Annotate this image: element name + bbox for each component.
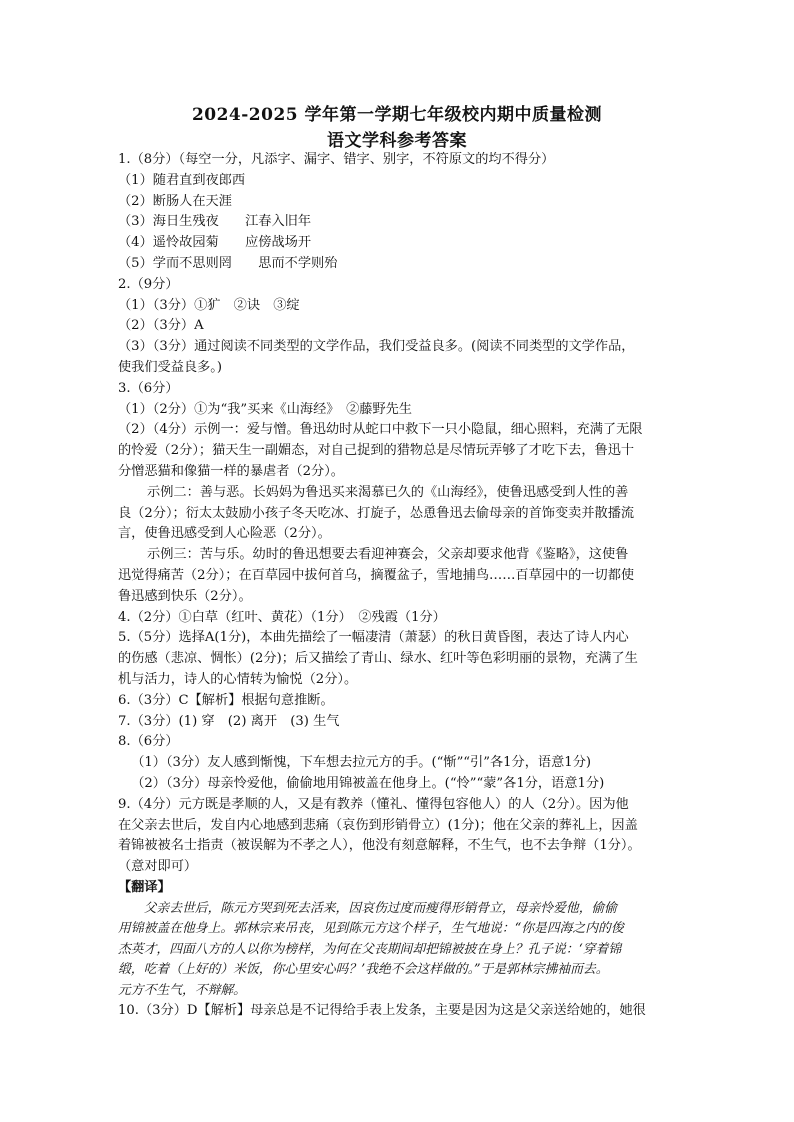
page-subtitle: 语文学科参考答案 — [327, 131, 467, 151]
q3-answer-2-cont: 分憎恶猫和像猫一样的暴虐者（2分）。 — [118, 463, 344, 479]
page-title: 2024-2025 学年第一学期七年级校内期中质量检测 — [191, 105, 603, 125]
q3-example-3-cont: 迅觉得痛苦（2分）；在百草园中拔何首乌，摘覆盆子，雪地捕鸟……百草园中的一切都使 — [118, 567, 635, 583]
answer-content — [118, 150, 678, 1022]
q3-example-2-cont: 良（2分）；衍太太鼓励小孩子冬天吃冰、打旋子，怂恿鲁迅去偷母亲的首饰变卖并散播流 — [118, 505, 635, 521]
translation-text-cont: 元方不生气，不辩解。 — [118, 982, 246, 998]
q5-answer-cont: 的伤感（悲凉、惆怅）(2分)；后又描绘了青山、绿水、红叶等色彩明丽的景物，充满了生 — [118, 651, 638, 667]
q3-heading: 3.（6分） — [118, 380, 179, 396]
q5-answer-cont: 机与活力，诗人的心情转为愉悦（2分）。 — [118, 671, 358, 687]
q1-answer-2: （2）断肠人在天涯 — [118, 193, 232, 209]
q3-answer-2-cont: 的怜爱（2分）；猫天生一副媚态，对自己捉到的猎物总是尽情玩弄够了才吃下去，鲁迅十 — [118, 443, 635, 459]
q2-answer-1: （1）（3分）①犷 ②诀 ③绽 — [118, 297, 300, 313]
q2-answer-3-cont: 使我们受益良多。) — [118, 359, 223, 375]
translation-heading: 【翻译】 — [118, 879, 171, 895]
q8-heading: 8.（6分） — [118, 734, 179, 750]
q9-answer-cont: 着锦被被名士指责（被误解为不孝之人），他没有刻意解释，不生气，也不去争辩（1分）。 — [118, 838, 641, 854]
q9-answer-cont: 在父亲去世后，发自内心地感到悲痛（哀伤到形销骨立）(1分)；他在父亲的葬礼上，因盖 — [118, 817, 638, 833]
q6-answer: 6.（3分）C【解析】根据句意推断。 — [118, 692, 334, 708]
q3-example-3: 示例三：苦与乐。幼时的鲁迅想要去看迎神赛会，父亲却要求他背《鉴略》，这使鲁 — [147, 547, 629, 563]
q8-answer-2: （2）（3分）母亲怜爱他，偷偷地用锦被盖在他身上。(“怜”“蒙”各1分，语意1分) — [131, 775, 605, 791]
q7-answer: 7.（3分）(1) 穿 (2) 离开 (3) 生气 — [118, 713, 340, 729]
q10-answer: 10.（3分）D【解析】母亲总是不记得给手表上发条，主要是因为这是父亲送给她的，她很 — [118, 1003, 646, 1019]
q3-example-2: 示例二：善与恶。长妈妈为鲁迅买来渴慕已久的《山海经》，使鲁迅感受到人性的善 — [147, 484, 629, 500]
translation-text-cont: 用锦被盖在他身上。郭林宗来吊丧，见到陈元方这个样子，生气地说：“你是四海之内的俊 — [118, 921, 624, 937]
q1-answer-5: （5）学而不思则罔 思而不学则殆 — [118, 255, 338, 271]
q2-answer-2: （2）（3分）A — [118, 318, 204, 334]
q1-answer-4: （4）遥怜故园菊 应傍战场开 — [118, 235, 312, 251]
q3-example-3-cont: 鲁迅感到快乐（2分）。 — [118, 588, 252, 604]
q9-answer: 9.（4分）元方既是孝顺的人，又是有教养（懂礼、懂得包容他人）的人（2分）。因为他 — [118, 796, 629, 812]
translation-text: 父亲去世后，陈元方哭到死去活来，因哀伤过度而瘦得形销骨立，母亲怜爱他，偷偷 — [143, 900, 618, 916]
q3-answer-2: （2）（4分）示例一：爱与憎。鲁迅幼时从蛇口中救下一只小隐鼠，细心照料，充满了无限 — [118, 422, 643, 438]
q1-answer-1: （1）随君直到夜郎西 — [118, 172, 246, 188]
translation-text-cont: 杰英才，四面八方的人以你为榜样，为何在父丧期间却把锦被披在身上？孔子说：‘穿着锦 — [118, 941, 622, 957]
q1-heading: 1.（8分）（每空一分，凡添字、漏字、错字、别字，不符原文的均不得分） — [118, 152, 555, 167]
q9-answer-note: （意对即可） — [118, 859, 198, 875]
q5-answer: 5.（5分）选择A(1分)，本曲先描绘了一幅凄清（萧瑟）的秋日黄昏图，表达了诗人内心 — [118, 630, 629, 646]
q2-answer-3: （3）（3分）通过阅读不同类型的文学作品，我们受益良多。(阅读不同类型的文学作品， — [118, 339, 635, 355]
translation-text-cont: 缎，吃着（上好的）米饭，你心里安心吗？’我绝不会这样做的。”于是郭林宗拂袖而去。 — [118, 962, 609, 978]
q3-example-2-cont: 言，使鲁迅感受到人心险恶（2分）。 — [118, 526, 331, 542]
q3-answer-1: （1）（2分）①为“我”买来《山海经》 ②藤野先生 — [118, 401, 412, 417]
q2-heading: 2.（9分） — [118, 276, 179, 292]
q4-answer: 4.（2分）①白草（红叶、黄花）（1分） ②残霞（1分） — [118, 609, 446, 625]
q8-answer-1: （1）（3分）友人感到惭愧，下车想去拉元方的手。(“惭”“引”各1分，语意1分) — [131, 755, 592, 771]
q1-answer-3: （3）海日生残夜 江春入旧年 — [118, 214, 312, 230]
